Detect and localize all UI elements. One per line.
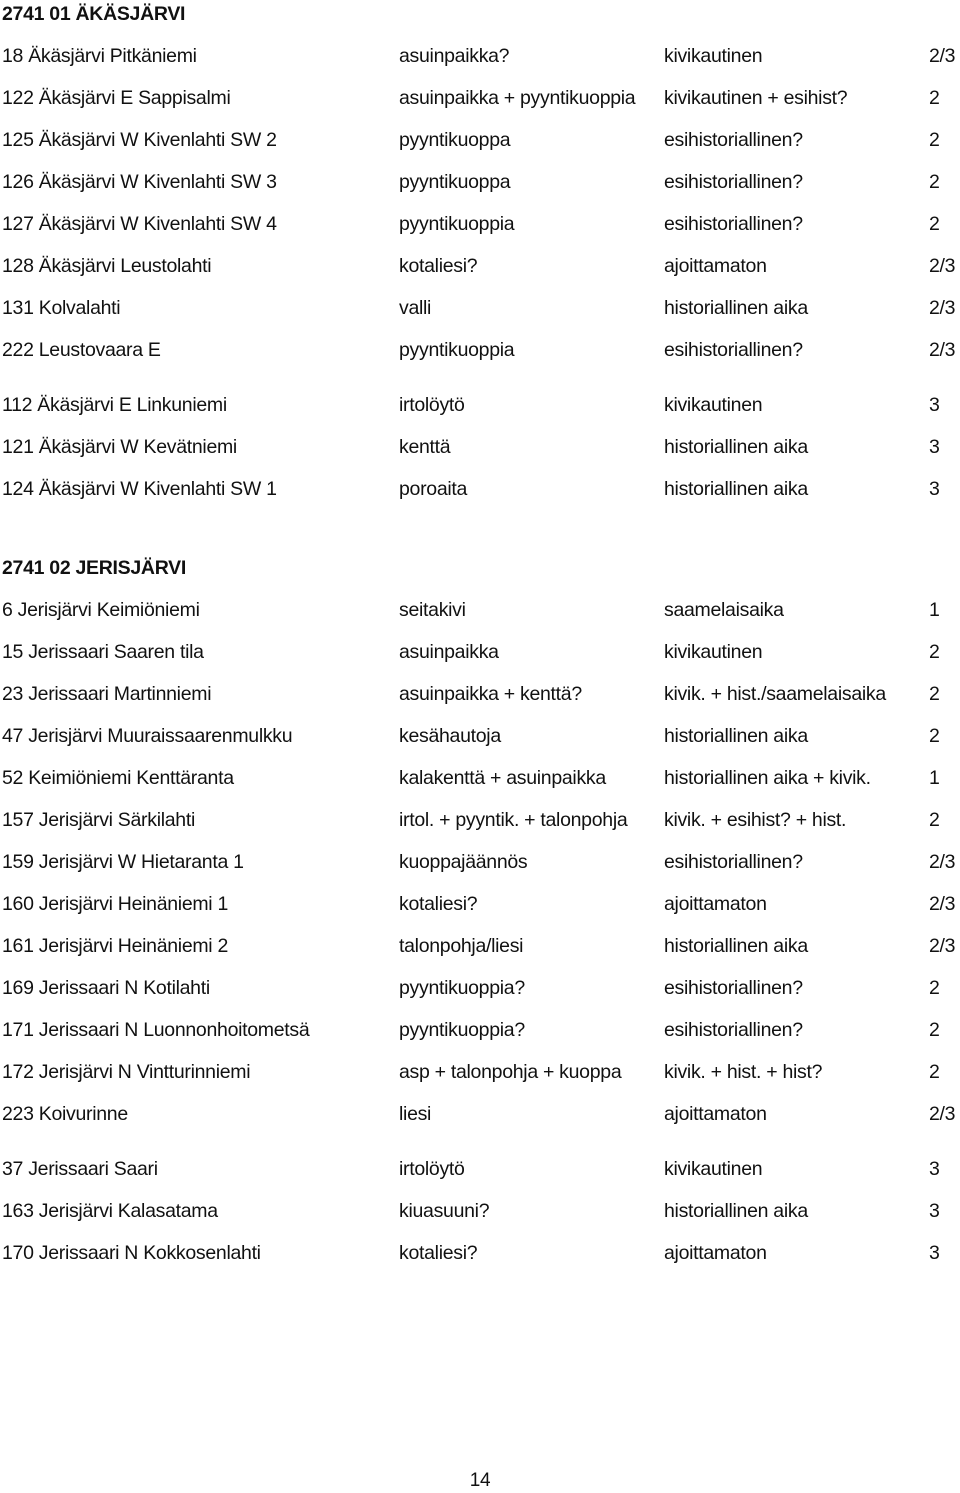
site-row	[0, 1199, 960, 1223]
site-period: esihistoriallinen?	[664, 129, 803, 151]
site-name: 131 Kolvalahti	[2, 297, 121, 319]
site-type: kiuasuuni?	[399, 1200, 490, 1222]
site-period: historiallinen aika	[664, 725, 808, 747]
site-type: liesi	[399, 1103, 432, 1125]
site-row	[0, 850, 960, 874]
site-class: 3	[929, 436, 940, 458]
site-period: esihistoriallinen?	[664, 1019, 803, 1041]
site-row	[0, 892, 960, 916]
site-type: irtolöytö	[399, 394, 465, 416]
site-name: 122 Äkäsjärvi E Sappisalmi	[2, 87, 231, 109]
site-class: 2/3	[929, 1103, 956, 1125]
site-type: pyyntikuoppia	[399, 213, 515, 235]
site-type: asp + talonpohja + kuoppa	[399, 1061, 622, 1083]
site-name: 125 Äkäsjärvi W Kivenlahti SW 2	[2, 129, 277, 151]
site-class: 2	[929, 129, 940, 151]
site-period: esihistoriallinen?	[664, 339, 803, 361]
site-type: pyyntikuoppia	[399, 339, 515, 361]
site-name: 18 Äkäsjärvi Pitkäniemi	[2, 45, 197, 67]
site-row	[0, 808, 960, 832]
site-type: asuinpaikka	[399, 641, 499, 663]
site-period: historiallinen aika	[664, 297, 808, 319]
site-class: 3	[929, 478, 940, 500]
site-class: 2	[929, 87, 940, 109]
site-row	[0, 682, 960, 706]
site-row	[0, 724, 960, 748]
site-period: kivikautinen	[664, 45, 763, 67]
site-type: valli	[399, 297, 432, 319]
site-class: 2	[929, 683, 940, 705]
site-type: poroaita	[399, 478, 468, 500]
site-period: historiallinen aika	[664, 1200, 808, 1222]
site-type: kenttä	[399, 436, 451, 458]
site-name: 159 Jerisjärvi W Hietaranta 1	[2, 851, 244, 873]
site-row	[0, 128, 960, 152]
site-row	[0, 338, 960, 362]
site-period: esihistoriallinen?	[664, 851, 803, 873]
site-row	[0, 1018, 960, 1042]
site-period: kivikautinen + esihist?	[664, 87, 848, 109]
site-type: kotaliesi?	[399, 893, 478, 915]
site-class: 2/3	[929, 255, 956, 277]
site-class: 3	[929, 1242, 940, 1264]
section-heading: 2741 01 ÄKÄSJÄRVI	[2, 3, 186, 25]
site-row	[0, 766, 960, 790]
site-row	[0, 477, 960, 501]
site-name: 163 Jerisjärvi Kalasatama	[2, 1200, 218, 1222]
site-period: ajoittamaton	[664, 255, 767, 277]
site-period: historiallinen aika	[664, 478, 808, 500]
site-row	[0, 598, 960, 622]
site-type: kotaliesi?	[399, 1242, 478, 1264]
site-class: 2	[929, 1019, 940, 1041]
site-name: 6 Jerisjärvi Keimiöniemi	[2, 599, 200, 621]
site-name: 112 Äkäsjärvi E Linkuniemi	[2, 394, 227, 416]
site-name: 222 Leustovaara E	[2, 339, 161, 361]
site-name: 121 Äkäsjärvi W Kevätniemi	[2, 436, 237, 458]
page-number: 14	[469, 1470, 491, 1491]
site-row	[0, 254, 960, 278]
site-class: 2	[929, 977, 940, 999]
site-type: kotaliesi?	[399, 255, 478, 277]
site-type: pyyntikuoppia?	[399, 1019, 525, 1041]
site-class: 2/3	[929, 297, 956, 319]
site-class: 2/3	[929, 893, 956, 915]
site-row	[0, 1241, 960, 1265]
site-period: kivik. + hist./saamelaisaika	[664, 683, 886, 705]
site-row	[0, 976, 960, 1000]
site-name: 37 Jerissaari Saari	[2, 1158, 158, 1180]
site-name: 15 Jerissaari Saaren tila	[2, 641, 204, 663]
site-period: historiallinen aika	[664, 436, 808, 458]
site-class: 1	[929, 767, 940, 789]
site-row	[0, 170, 960, 194]
site-name: 124 Äkäsjärvi W Kivenlahti SW 1	[2, 478, 277, 500]
site-type: seitakivi	[399, 599, 466, 621]
site-row	[0, 86, 960, 110]
site-class: 2/3	[929, 935, 956, 957]
site-class: 2	[929, 1061, 940, 1083]
site-type: kuoppajäännös	[399, 851, 528, 873]
site-row	[0, 1060, 960, 1084]
site-period: esihistoriallinen?	[664, 977, 803, 999]
site-name: 47 Jerisjärvi Muuraissaarenmulkku	[2, 725, 293, 747]
site-type: irtol. + pyyntik. + talonpohja	[399, 809, 628, 831]
site-type: kalakenttä + asuinpaikka	[399, 767, 606, 789]
site-type: pyyntikuoppa	[399, 171, 511, 193]
site-name: 157 Jerisjärvi Särkilahti	[2, 809, 195, 831]
site-class: 2/3	[929, 45, 956, 67]
site-class: 3	[929, 1158, 940, 1180]
site-period: kivikautinen	[664, 1158, 763, 1180]
site-class: 2	[929, 171, 940, 193]
site-row	[0, 1157, 960, 1181]
site-name: 169 Jerissaari N Kotilahti	[2, 977, 210, 999]
site-period: historiallinen aika	[664, 935, 808, 957]
section-heading: 2741 02 JERISJÄRVI	[2, 557, 186, 579]
site-class: 2	[929, 213, 940, 235]
site-name: 128 Äkäsjärvi Leustolahti	[2, 255, 212, 277]
site-type: irtolöytö	[399, 1158, 465, 1180]
site-period: esihistoriallinen?	[664, 213, 803, 235]
site-row	[0, 44, 960, 68]
site-period: saamelaisaika	[664, 599, 784, 621]
site-name: 52 Keimiöniemi Kenttäranta	[2, 767, 234, 789]
site-class: 2	[929, 809, 940, 831]
site-row	[0, 212, 960, 236]
site-row	[0, 640, 960, 664]
site-name: 160 Jerisjärvi Heinäniemi 1	[2, 893, 229, 915]
site-name: 126 Äkäsjärvi W Kivenlahti SW 3	[2, 171, 277, 193]
site-period: kivikautinen	[664, 641, 763, 663]
site-name: 127 Äkäsjärvi W Kivenlahti SW 4	[2, 213, 277, 235]
site-type: pyyntikuoppia?	[399, 977, 525, 999]
site-name: 171 Jerissaari N Luonnonhoitometsä	[2, 1019, 310, 1041]
site-row	[0, 934, 960, 958]
site-row	[0, 296, 960, 320]
site-period: kivik. + esihist? + hist.	[664, 809, 847, 831]
site-name: 23 Jerissaari Martinniemi	[2, 683, 212, 705]
site-class: 2	[929, 641, 940, 663]
site-type: asuinpaikka?	[399, 45, 510, 67]
site-type: asuinpaikka + kenttä?	[399, 683, 582, 705]
site-name: 170 Jerissaari N Kokkosenlahti	[2, 1242, 261, 1264]
site-type: asuinpaikka + pyyntikuoppia	[399, 87, 636, 109]
site-class: 2/3	[929, 339, 956, 361]
site-row	[0, 393, 960, 417]
site-name: 161 Jerisjärvi Heinäniemi 2	[2, 935, 229, 957]
site-period: ajoittamaton	[664, 1103, 767, 1125]
site-period: kivikautinen	[664, 394, 763, 416]
site-name: 223 Koivurinne	[2, 1103, 128, 1125]
site-period: ajoittamaton	[664, 893, 767, 915]
site-name: 172 Jerisjärvi N Vintturinniemi	[2, 1061, 251, 1083]
site-type: kesähautoja	[399, 725, 501, 747]
site-class: 3	[929, 1200, 940, 1222]
site-class: 2	[929, 725, 940, 747]
site-row	[0, 1102, 960, 1126]
site-class: 2/3	[929, 851, 956, 873]
site-class: 1	[929, 599, 940, 621]
site-period: historiallinen aika + kivik.	[664, 767, 871, 789]
site-period: kivik. + hist. + hist?	[664, 1061, 823, 1083]
site-type: pyyntikuoppa	[399, 129, 511, 151]
site-row	[0, 435, 960, 459]
site-period: esihistoriallinen?	[664, 171, 803, 193]
site-period: ajoittamaton	[664, 1242, 767, 1264]
site-class: 3	[929, 394, 940, 416]
site-type: talonpohja/liesi	[399, 935, 524, 957]
